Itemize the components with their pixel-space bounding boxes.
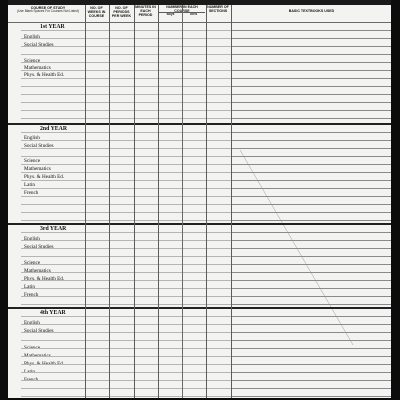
- row-rule: [21, 248, 231, 249]
- column-rule: [134, 5, 135, 398]
- row-rule: [21, 46, 231, 47]
- row-rule: [21, 372, 231, 373]
- row-rule: [21, 132, 231, 133]
- subject-social-studies: Social Studies: [24, 42, 54, 48]
- year-label-1: 1st YEAR: [40, 24, 65, 30]
- row-rule: [231, 132, 391, 133]
- row-rule: [21, 110, 231, 111]
- row-rule: [231, 172, 391, 173]
- subject-latin: Latin: [24, 182, 35, 188]
- row-rule: [21, 280, 231, 281]
- header-number-each-course: NUMBER IN EACH COURSE: [166, 5, 198, 13]
- row-rule: [21, 388, 231, 389]
- row-rule: [231, 148, 391, 149]
- row-rule: [21, 164, 231, 165]
- subject-phys-health-ed: Phys. & Health Ed.: [24, 276, 65, 282]
- row-rule: [231, 280, 391, 281]
- year-separator: [8, 307, 391, 309]
- form-sheet: [8, 0, 391, 398]
- row-rule: [231, 204, 391, 205]
- subject-english: English: [24, 236, 40, 242]
- row-rule: [21, 156, 231, 157]
- row-rule: [231, 240, 391, 241]
- row-rule: [231, 272, 391, 273]
- year-separator: [8, 123, 391, 125]
- row-rule: [231, 380, 391, 381]
- row-rule: [21, 304, 231, 305]
- header-weeks: NO. OF WEEKS IN COURSE: [87, 6, 106, 18]
- header-periods: NO. OF PERIODS PER WEEK: [111, 6, 132, 18]
- subject-mathematics: Mathematics: [24, 353, 51, 359]
- column-rule: [85, 5, 86, 398]
- row-rule: [21, 148, 231, 149]
- row-rule: [231, 264, 391, 265]
- row-rule: [231, 102, 391, 103]
- row-rule: [231, 70, 391, 71]
- subject-mathematics: Mathematics: [24, 268, 51, 274]
- header-textbooks: BASIC TEXTBOOKS USED: [288, 9, 335, 13]
- row-rule: [231, 396, 391, 397]
- header-rule: [8, 22, 391, 23]
- subject-french: French: [24, 190, 39, 196]
- header-minutes: MINUTES IN EACH PERIOD: [135, 5, 156, 17]
- subject-phys-health-ed: Phys. & Health Ed.: [24, 72, 65, 78]
- column-rule: [231, 5, 232, 398]
- row-rule: [231, 46, 391, 47]
- row-rule: [231, 332, 391, 333]
- subject-mathematics: Mathematics: [24, 65, 51, 71]
- row-rule: [21, 94, 231, 95]
- subject-english: English: [24, 135, 40, 141]
- year-label-3: 3rd YEAR: [40, 226, 67, 232]
- subject-phys-health-ed: Phys. & Health Ed.: [24, 174, 65, 180]
- column-rule: [109, 5, 110, 398]
- row-rule: [21, 316, 231, 317]
- row-rule: [21, 172, 231, 173]
- row-rule: [231, 364, 391, 365]
- row-rule: [231, 340, 391, 341]
- subject-science: Science: [24, 58, 41, 64]
- row-rule: [21, 188, 231, 189]
- row-rule: [231, 304, 391, 305]
- row-rule: [231, 212, 391, 213]
- subject-social-studies: Social Studies: [24, 244, 54, 250]
- row-rule: [21, 364, 231, 365]
- row-rule: [231, 220, 391, 221]
- row-rule: [231, 38, 391, 39]
- row-rule: [21, 256, 231, 257]
- row-rule: [231, 324, 391, 325]
- row-rule: [21, 62, 231, 63]
- subject-french: French: [24, 292, 39, 298]
- row-rule: [231, 196, 391, 197]
- row-rule: [231, 94, 391, 95]
- row-rule: [21, 86, 231, 87]
- column-rule: [182, 12, 183, 398]
- row-rule: [231, 296, 391, 297]
- row-rule: [21, 212, 231, 213]
- row-rule: [21, 264, 231, 265]
- row-rule: [21, 332, 231, 333]
- header-sections: NUMBER OF SECTIONS: [207, 5, 229, 13]
- row-rule: [231, 62, 391, 63]
- row-rule: [21, 356, 231, 357]
- header-girls: Girls: [189, 12, 198, 16]
- row-rule: [21, 296, 231, 297]
- row-rule: [21, 324, 231, 325]
- row-rule: [21, 272, 231, 273]
- row-rule: [231, 86, 391, 87]
- row-rule: [231, 110, 391, 111]
- row-rule: [21, 348, 231, 349]
- row-rule: [21, 220, 231, 221]
- column-rule: [158, 5, 159, 398]
- row-rule: [21, 70, 231, 71]
- row-rule: [231, 78, 391, 79]
- row-rule: [21, 240, 231, 241]
- row-rule: [231, 388, 391, 389]
- header-course-note: (Use Blank Spaces For Courses Not Listed): [17, 9, 79, 13]
- row-rule: [21, 78, 231, 79]
- row-rule: [21, 54, 231, 55]
- subject-social-studies: Social Studies: [24, 143, 54, 149]
- row-rule: [231, 118, 391, 119]
- row-rule: [231, 316, 391, 317]
- subject-science: Science: [24, 158, 41, 164]
- column-rule: [206, 5, 207, 398]
- row-rule: [21, 396, 231, 397]
- row-rule: [21, 232, 231, 233]
- row-rule: [21, 288, 231, 289]
- row-rule: [231, 232, 391, 233]
- row-rule: [21, 30, 231, 31]
- row-rule: [231, 54, 391, 55]
- year-label-2: 2nd YEAR: [40, 126, 68, 132]
- subject-latin: Latin: [24, 284, 35, 290]
- diagonal-pencil-mark: [8, 0, 391, 398]
- row-rule: [231, 288, 391, 289]
- row-rule: [231, 348, 391, 349]
- row-rule: [231, 156, 391, 157]
- year-separator: [8, 223, 391, 225]
- subject-science: Science: [24, 260, 41, 266]
- row-rule: [21, 340, 231, 341]
- row-rule: [21, 38, 231, 39]
- row-rule: [231, 248, 391, 249]
- header-course-of-study: COURSE OF STUDY: [30, 6, 66, 10]
- header-boys: Boys: [166, 12, 175, 16]
- subject-mathematics: Mathematics: [24, 166, 51, 172]
- row-rule: [231, 372, 391, 373]
- subject-science: Science: [24, 345, 41, 351]
- row-rule: [231, 30, 391, 31]
- row-rule: [21, 180, 231, 181]
- row-rule: [231, 140, 391, 141]
- subject-english: English: [24, 34, 40, 40]
- row-rule: [231, 164, 391, 165]
- subject-english: English: [24, 320, 40, 326]
- row-rule: [231, 256, 391, 257]
- row-rule: [21, 102, 231, 103]
- row-rule: [21, 118, 231, 119]
- row-rule: [21, 380, 231, 381]
- subject-latin: Latin: [24, 369, 35, 375]
- year-label-4: 4th YEAR: [40, 310, 66, 316]
- subject-phys-health-ed: Phys. & Health Ed.: [24, 361, 65, 367]
- subject-social-studies: Social Studies: [24, 328, 54, 334]
- row-rule: [231, 356, 391, 357]
- row-rule: [21, 140, 231, 141]
- row-rule: [231, 180, 391, 181]
- row-rule: [21, 204, 231, 205]
- row-rule: [21, 196, 231, 197]
- row-rule: [231, 188, 391, 189]
- subject-french: French: [24, 377, 39, 383]
